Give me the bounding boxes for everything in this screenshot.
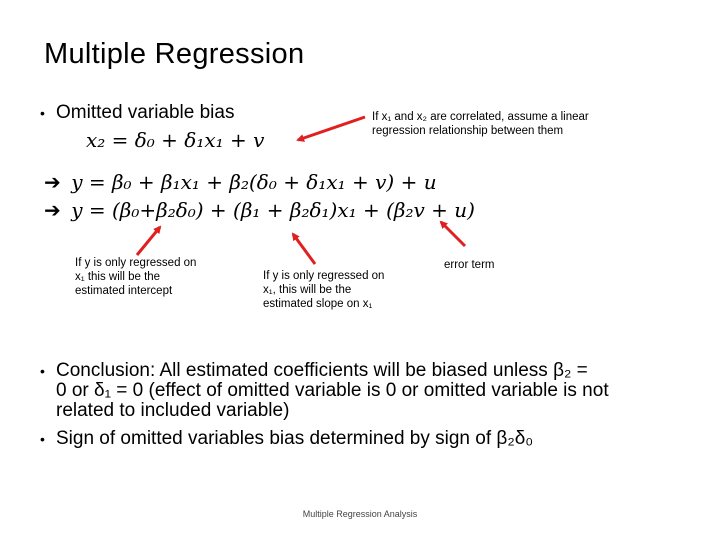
- arrow-to-slope: [293, 234, 315, 264]
- arrow-to-intercept: [137, 227, 160, 255]
- substituted-equation: y = β₀ + β₁x₁ + β₂(δ₀ + δ₁x₁ + v) + u: [71, 170, 437, 194]
- arrow-to-error-term: [441, 222, 465, 246]
- note-slope: If y is only regressed on x₁, this will be the estimated slope on x₁: [263, 270, 385, 310]
- conclusion-line-3: related to included variable): [56, 400, 290, 421]
- implies-arrow-icon: ➔: [44, 198, 61, 222]
- note-intercept: If y is only regressed on x₁ this will be the estimated intercept: [75, 257, 197, 297]
- note-correlated: If x₁ and x₂ are correlated, assume a linear regression relationship between them: [372, 111, 589, 137]
- bullet-text: Sign of omitted variables bias determined by sign of β₂δ₀: [56, 428, 534, 449]
- bullet-text: Omitted variable bias: [56, 102, 235, 123]
- regrouped-equation: y = (β₀+β₂δ₀) + (β₁ + β₂δ₁)x₁ + (β₂v + u): [71, 198, 475, 222]
- bullet-dot: •: [40, 363, 45, 379]
- arrow-to-auxiliary-equation: [298, 117, 365, 140]
- conclusion-line-1: Conclusion: All estimated coefficients will be biased unless β₂ =: [56, 360, 588, 381]
- bullet-dot: •: [40, 431, 45, 447]
- slide-title: Multiple Regression: [44, 38, 305, 70]
- bullet-dot: •: [40, 105, 45, 121]
- slide-footer: Multiple Regression Analysis: [302, 509, 418, 519]
- implies-arrow-icon: ➔: [44, 170, 61, 194]
- conclusion-line-2: 0 or δ₁ = 0 (effect of omitted variable is 0 or omitted variable is not: [56, 380, 609, 401]
- note-error-term: error term: [444, 259, 495, 271]
- auxiliary-equation: x₂ = δ₀ + δ₁x₁ + v: [86, 128, 265, 152]
